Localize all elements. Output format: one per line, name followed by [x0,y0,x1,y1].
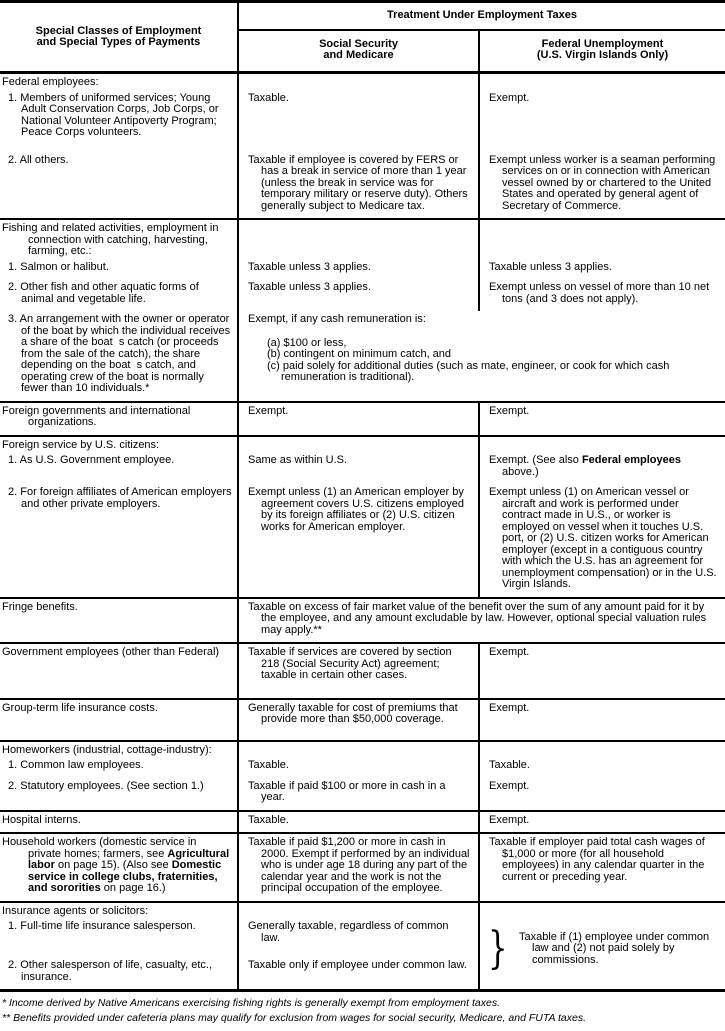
foreign-service-item2-ss: Exempt unless (1) an American employer by agreement covers U.S. citizens employed by its foreign affiliates or (2) U.S. citizen works for American employer. [248,486,464,533]
foreign-gov-ss: Exempt. [248,404,289,417]
homeworkers-item1-label-cell [0,757,238,778]
section-government-employees [0,643,725,699]
empty-cell [479,219,725,259]
insurance-item1-label-cell [0,918,238,950]
header-federal-unemployment-line1: Federal Unemployment [541,37,664,50]
homeworkers-item1-ss-cell [238,757,479,778]
fringe-label: Fringe benefits. [2,600,78,613]
empty-cell [479,436,725,453]
fringe-merged-text: Taxable on excess of fair market value of the benefit over the sum of any amount paid for it by the employee, and any amount excludable by law. However, optional special valuation rules may apply.** [248,600,707,636]
footnote-1-marker: * [2,997,7,1009]
foreign-service-item1-label-cell [0,452,238,484]
fishing-item2-label: 2. Other fish and other aquatic forms of animal and vegetable life. [8,281,199,305]
federal-item1-label-cell [0,90,238,145]
fishing-condition-a: (a) $100 or less, [267,336,347,349]
section-fishing [0,219,725,402]
insurance-item2-ss: Taxable only if employee under common law. [248,959,467,971]
foreign-service-item1-ss-cell [238,452,479,484]
homeworkers-item2-ss: Taxable if paid $100 or more in cash in a year. [248,779,446,803]
fishing-item1-label-cell [0,259,238,280]
section-foreign-governments [0,402,725,436]
fishing-item2-futa-cell [479,279,725,311]
fishing-item3-merged-cell [238,311,725,402]
hospital-ss: Taxable. [248,813,289,826]
gov-employees-ss-cell [238,643,479,699]
homeworkers-item1-label: 1. Common law employees. [8,759,144,771]
homeworkers-item1-ss: Taxable. [248,759,289,771]
federal-item2-ss-cell [238,145,479,220]
homeworkers-item1-futa: Taxable. [489,759,530,771]
foreign-service-item2-label-cell [0,484,238,598]
fishing-item2-ss: Taxable unless 3 applies. [248,281,371,293]
footnote-2-marker: ** [2,1012,11,1024]
federal-item2-futa: Exempt unless worker is a seaman performing services on or in connection with American vessel owned by or chartered to the United States and operated by general agent of Secretary of Commerce. [489,153,716,212]
fringe-merged-cell [238,598,725,644]
hospital-ss-cell [238,811,479,834]
homeworkers-item1-futa-cell [479,757,725,778]
empty-cell [238,741,479,758]
foreign-service-lead-cell [0,436,238,453]
federal-item2-label: 2. All others. [8,153,69,166]
foreign-service-lead: Foreign service by U.S. citizens: [2,438,160,451]
insurance-item1-ss-cell [238,918,479,950]
fishing-item1-ss-cell [238,259,479,280]
header-treatment-title: Treatment Under Employment Taxes [238,2,725,31]
gov-employees-ss: Taxable if services are covered by section 218 (Social Security Act) agreement; taxable in certain other cases. [248,646,452,681]
federal-lead-cell [0,73,238,90]
fishing-item3-label: 3. An arrangement with the owner or operator of the boat by which the individual receives a share of the boat s catch (or proceeds from the sale of the catch), the share depending on the boat s catch, and operating crew of the boat is normally fewer than 10 individuals.* [8,313,231,394]
group-term-ss-cell [238,699,479,741]
insurance-item2-label-cell [0,950,238,991]
fishing-item2-ss-cell [238,279,479,311]
foreign-service-item2-futa-cell [479,484,725,598]
insurance-item2-ss-cell [238,950,479,991]
group-term-futa: Exempt. [489,701,530,714]
header-special-classes [0,2,238,73]
footnote-2 [2,1012,723,1024]
section-group-term-life [0,699,725,741]
insurance-item2-label: 2. Other salesperson of life, casualty, etc., insurance. [8,959,213,983]
foreign-service-item2-futa: Exempt unless (1) on American vessel or aircraft and work is performed under contract made in U.S., or worker is employed on vessel when it touches U.S. port, or (2) U.S. citizen works for American employer (except in a contiguous country with which the U.S. has an agreement for unemployment compensation) or in the U.S. Virgin Islands. [489,486,717,590]
footnote-1 [2,997,723,1009]
section-foreign-service [0,436,725,598]
footnote-1-text: Income derived by Native Americans exercising fishing rights is generally exempt from employment taxes. [9,997,500,1009]
household-futa-cell [479,833,725,902]
group-term-ss: Generally taxable for cost of premiums that provide more than $50,000 coverage. [248,701,458,725]
empty-cell [479,73,725,90]
header-special-classes-line1: Special Classes of Employment [35,24,202,37]
header-social-security-line2: and Medicare [323,49,394,61]
foreign-service-item1-futa: Exempt. (See also Federal employees above.) [489,454,681,478]
insurance-item1-ss: Generally taxable, regardless of common law. [248,920,449,944]
federal-item2-futa-cell [479,145,725,220]
fishing-item3-intro: Exempt, if any cash remuneration is: [248,313,426,325]
insurance-lead-cell [0,902,238,919]
header-special-classes-line2: and Special Types of Payments [36,36,201,48]
homeworkers-item2-label: 2. Statutory employees. (See section 1.) [8,779,204,792]
household-futa: Taxable if employer paid total cash wages of $1,000 or more (for all household employees) in any calendar quarter in the current or preceding year. [489,836,705,883]
foreign-service-item2-ss-cell [238,484,479,598]
federal-item1-ss-cell [238,90,479,145]
homeworkers-item2-label-cell [0,778,238,811]
homeworkers-item2-futa: Exempt. [489,779,530,792]
foreign-service-item1-futa-cell [479,452,725,484]
empty-cell [479,902,725,919]
header-social-security-line1: Social Security [319,37,398,50]
household-label-cell [0,833,238,902]
foreign-gov-ss-cell [238,402,479,436]
empty-cell [238,73,479,90]
foreign-service-item2-label: 2. For foreign affiliates of American employers and other private employers. [8,486,232,510]
foreign-gov-label-cell [0,402,238,436]
fishing-item1-futa: Taxable unless 3 applies. [489,260,612,273]
group-term-label: Group-term life insurance costs. [2,701,158,714]
fishing-item3-label-cell [0,311,238,402]
fishing-lead: Fishing and related activities, employment in connection with catching, harvesting, farming, etc.: [2,222,219,257]
hospital-label: Hospital interns. [2,813,81,826]
fishing-item2-futa: Exempt unless on vessel of more than 10 net tons (and 3 does not apply). [489,281,710,305]
hospital-label-cell [0,811,238,834]
federal-lead: Federal employees: [2,76,99,88]
fishing-item3-conditions [248,338,717,384]
federal-item1-futa: Exempt. [489,91,530,104]
curly-brace-glyph: } [488,923,508,974]
section-household-workers [0,833,725,902]
empty-cell [238,902,479,919]
footnotes [0,992,725,1031]
section-homeworkers [0,741,725,811]
footnote-2-text: Benefits provided under cafeteria plans may qualify for exclusion from wages for social security, Medicare, and FUTA taxes. [13,1012,587,1024]
homeworkers-lead-cell [0,741,238,758]
gov-employees-label: Government employees (other than Federal) [2,646,220,658]
section-insurance-agents [0,902,725,991]
insurance-futa: Taxable if (1) employee under common law and (2) not paid solely by commissions. [519,930,710,966]
gov-employees-label-cell [0,643,238,699]
fishing-condition-c: (c) paid solely for additional duties (such as mate, engineer, or cook for which cash remuneration is traditional). [267,359,670,383]
hospital-futa: Exempt. [489,813,530,826]
fishing-item1-ss: Taxable unless 3 applies. [248,260,371,273]
header-social-security [238,30,479,73]
fishing-item2-label-cell [0,279,238,311]
household-label: Household workers (domestic service in private homes; farmers, see Agricultural labor on page 15). (Also see Domestic service in college clubs, fraternities, and sororities on page 16.) [2,836,230,894]
empty-cell [238,219,479,259]
empty-cell [238,436,479,453]
fishing-item1-label: 1. Salmon or halibut. [8,260,109,273]
header-federal-unemployment-line2: (U.S. Virgin Islands Only) [536,49,669,61]
fringe-label-cell [0,598,238,644]
insurance-lead: Insurance agents or solicitors: [2,904,149,917]
foreign-gov-futa: Exempt. [489,404,530,417]
fishing-item1-futa-cell [479,259,725,280]
federal-item2-ss: Taxable if employee is covered by FERS or has a break in service of more than 1 year (unless the break in service was for temporary military or reserve duty). Others generally subject to Medicare tax. [248,153,468,212]
header-federal-unemployment [479,30,725,73]
foreign-gov-futa-cell [479,402,725,436]
insurance-futa-cell [479,918,725,991]
federal-item2-label-cell [0,145,238,220]
fishing-condition-b: (b) contingent on minimum catch, and [267,348,452,360]
hospital-futa-cell [479,811,725,834]
gov-employees-futa: Exempt. [489,646,530,658]
household-ss: Taxable if paid $1,200 or more in cash in 2000. Exempt if performed by an individual who is under age 18 during any part of the calendar year and the work is not the principal occupation of the employee. [248,836,470,894]
foreign-service-item1-label: 1. As U.S. Government employee. [8,454,175,466]
fishing-lead-cell [0,219,238,259]
insurance-item1-label: 1. Full-time life insurance salesperson. [8,920,196,932]
federal-item1-futa-cell [479,90,725,145]
foreign-service-item1-ss: Same as within U.S. [248,454,348,466]
homeworkers-item2-futa-cell [479,778,725,811]
section-federal-employees [0,73,725,220]
group-term-label-cell [0,699,238,741]
group-term-futa-cell [479,699,725,741]
federal-item1-label: 1. Members of uniformed services; Young Adult Conservation Corps, Job Corps, or National Volunteer Antipoverty Program; Peace Corps volunteers. [8,91,219,138]
federal-item1-ss: Taxable. [248,91,289,104]
household-ss-cell [238,833,479,902]
section-hospital-interns [0,811,725,834]
gov-employees-futa-cell [479,643,725,699]
homeworkers-item2-ss-cell [238,778,479,811]
empty-cell [479,741,725,758]
homeworkers-lead: Homeworkers (industrial, cottage-industry): [2,743,212,756]
section-fringe-benefits [0,598,725,644]
foreign-gov-label: Foreign governments and international organizations. [2,404,191,428]
